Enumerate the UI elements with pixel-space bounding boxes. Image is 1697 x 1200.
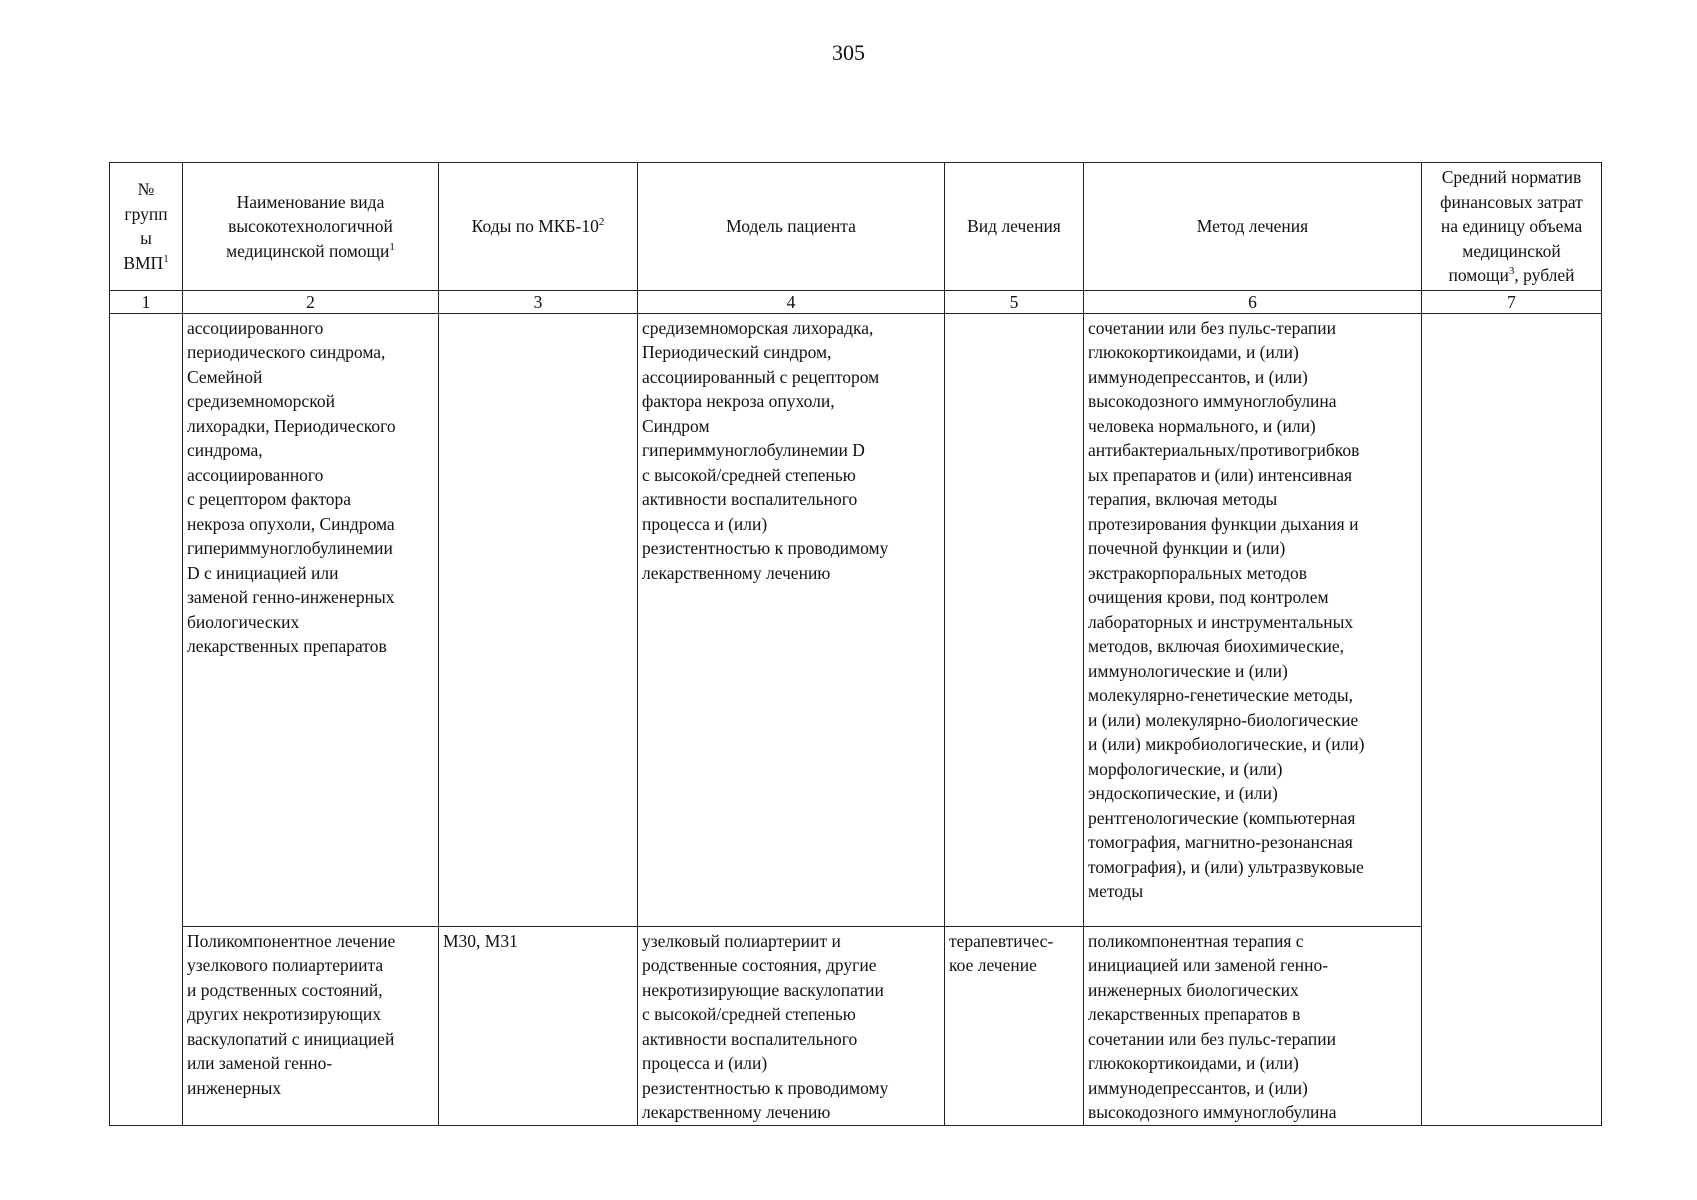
vmp-table xyxy=(109,162,1602,1126)
column-number: 6 xyxy=(1084,290,1422,313)
header-cost-standard: Средний норматив финансовых затрат на единицу объема медицинской помощи$^3$, рублей xyxy=(1422,163,1602,291)
header-group-number: № групп ы ВМП$^1$ xyxy=(110,163,183,291)
header-treatment-type: Вид лечения xyxy=(945,163,1084,291)
column-number: 5 xyxy=(945,290,1084,313)
header-patient-model: Модель пациента xyxy=(638,163,945,291)
header-icd-codes: Коды по МКБ-$10^2$ xyxy=(439,163,638,291)
patient-model-cell: узелковый полиартериит и родственные состояния, другие некротизирующие васкулопатии с высокой/средней степенью активности воспалительного процесса и (или) резистентностью к проводимому лекарственному лечению xyxy=(638,926,945,1125)
patient-model-cell: средиземноморская лихорадка, Периодический синдром, ассоциированный с рецептором фактора некроза опухоли, Синдром гипериммуноглобулинемии D с высокой/средней степенью активности воспалительного процесса и (или) резистентностью к проводимому лекарственному лечению xyxy=(638,313,945,926)
icd-codes-cell: M30, M31 xyxy=(439,926,638,1125)
header-treatment-method: Метод лечения xyxy=(1084,163,1422,291)
care-type-name-cell: ассоциированного периодического синдрома, Семейной средиземноморской лихорадки, Периодического синдрома, ассоциированного с рецептором фактора некроза опухоли, Синдрома гипериммуноглобулинемии D с инициацией или заменой генно-инженерных биологических лекарственных препаратов xyxy=(183,313,439,926)
cost-standard-cell xyxy=(1422,313,1602,1125)
group-number-cell xyxy=(110,313,183,1125)
column-number-row xyxy=(110,290,1602,313)
treatment-type-cell: терапевтичес- кое лечение xyxy=(945,926,1084,1125)
treatment-method-cell: сочетании или без пульс-терапии глюкокортикоидами, и (или) иммунодепрессантов, и (или) высокодозного иммуноглобулина человека нормального, и (или) антибактериальных/противогрибков ых препаратов и (или) интенсивная терапия, включая методы протезирования функции дыхания и почечной функции и (или) экстракорпоральных методов очищения крови, под контролем лабораторных и инструментальных методов, включая биохимические, иммунологические и (или) молекулярно-генетические методы, и (или) молекулярно-биологические и (или) микробиологические, и (или) морфологические, и (или) эндоскопические, и (или) рентгенологические (компьютерная томография, магнитно-резонансная томография), и (или) ультразвуковые методы xyxy=(1084,313,1422,926)
column-number: 7 xyxy=(1422,290,1602,313)
column-number: 3 xyxy=(439,290,638,313)
icd-codes-cell xyxy=(439,313,638,926)
header-care-type-name: Наименование вида высокотехнологичной медицинской помощи$^1$ xyxy=(183,163,439,291)
page-number: 305 xyxy=(832,40,865,65)
treatment-method-cell: поликомпонентная терапия с инициацией или заменой генно- инженерных биологических лекарственных препаратов в сочетании или без пульс-терапии глюкокортикоидами, и (или) иммунодепрессантов, и (или) высокодозного иммуноглобулина xyxy=(1084,926,1422,1125)
treatment-type-cell xyxy=(945,313,1084,926)
table-row xyxy=(110,926,1602,1125)
table-row xyxy=(110,313,1602,926)
column-number: 2 xyxy=(183,290,439,313)
column-number: 4 xyxy=(638,290,945,313)
care-type-name-cell: Поликомпонентное лечение узелкового полиартериита и родственных состояний, других некротизирующих васкулопатий с инициацией или заменой генно- инженерных xyxy=(183,926,439,1125)
column-number: 1 xyxy=(110,290,183,313)
header-row xyxy=(110,163,1602,291)
